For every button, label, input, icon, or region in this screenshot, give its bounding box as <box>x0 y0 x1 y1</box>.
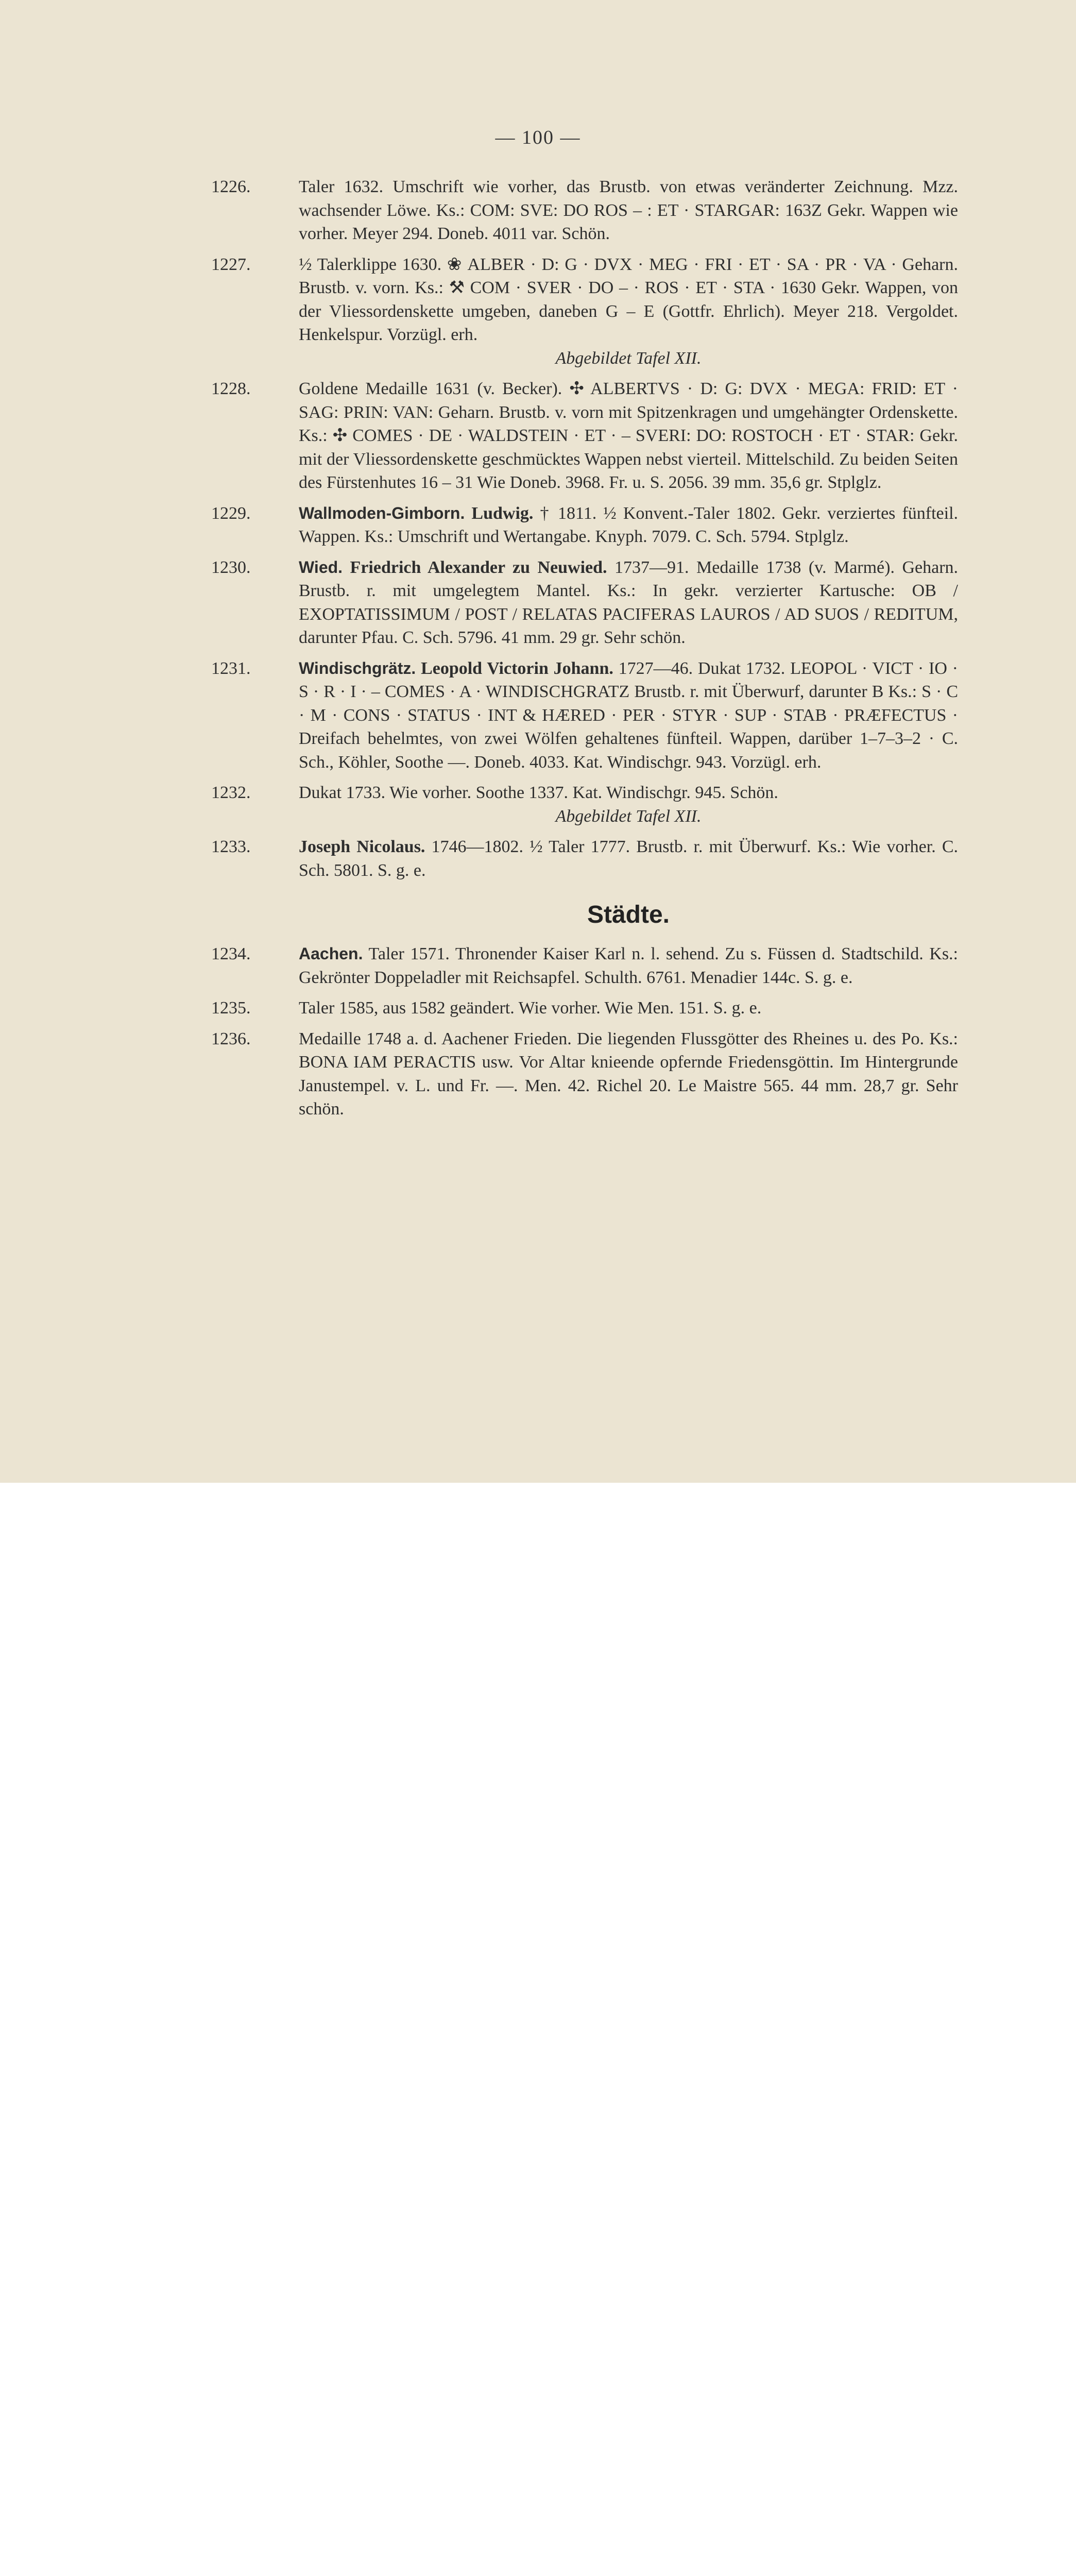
entry-text: Taler 1571. Thronender Kaiser Karl n. l. sehend. Zu s. Füssen d. Stadtschild. Ks.: Gekrönter Doppeladler mit Reichsapfel. Schulth. 6761. Menadier 144c. S. g. e. <box>299 944 959 987</box>
catalog-entry <box>211 556 958 650</box>
entries-group-staedte <box>211 942 958 1121</box>
section-title: Städte. <box>587 901 670 928</box>
entry-number: 1229. <box>211 503 251 523</box>
entry-number: 1233. <box>211 837 251 856</box>
entry-number: 1228. <box>211 379 251 398</box>
entry-house: Aachen. <box>299 944 363 963</box>
entry-plate-caption: Abgebildet Tafel XII. <box>555 806 702 826</box>
entry-ruler: Friedrich Alexander zu Neuwied. <box>350 557 607 577</box>
entry-body <box>299 556 958 650</box>
entry-text: Dukat 1733. Wie vorher. Soothe 1337. Kat. Windischgr. 945. Schön. <box>299 783 778 802</box>
catalog-entry <box>211 942 958 989</box>
entry-text: Medaille 1748 a. d. Aachener Frieden. Die liegenden Flussgötter des Rheines u. des Po. Ks.: BONA IAM PERACTIS usw. Vor Altar knieende opfernde Friedensgöttin. Im Hintergrunde Janustempel. v. L. und Fr. —. Men. 42. Richel 20. Le Maistre 565. 44 mm. 28,7 gr. Sehr schön. <box>299 1029 958 1118</box>
entry-plate-caption: Abgebildet Tafel XII. <box>555 348 702 368</box>
entry-body <box>299 502 958 549</box>
entry-text: Goldene Medaille 1631 (v. Becker). ✣ ALBERTVS · D: G: DVX · MEGA: FRID: ET · SAG: PRIN: VAN: Geharn. Brustb. v. vorn mit Spitzenkragen und umgehängter Ordenskette. Ks.: ✣ COMES · DE · WALDSTEIN · ET · – SVERI: DO: ROSTOCH · ET · STAR: Gekr. mit der Vliessordenskette geschmücktes Wappen nebst vierteil. Mittelschild. Zu beiden Seiten des Fürstenhutes 16 – 31 Wie Doneb. 3968. Fr. u. S. 2056. 39 mm. 35,6 gr. Stplglz. <box>299 379 958 492</box>
entry-text: Taler 1632. Umschrift wie vorher, das Brustb. von etwas veränderter Zeichnung. Mzz. wachsender Löwe. Ks.: COM: SVE: DO ROS – : ET · STARGAR: 163Z Gekr. Wappen wie vorher. Meyer 294. Doneb. 4011 var. Schön. <box>299 177 958 243</box>
catalog-entry <box>211 253 958 370</box>
entry-number: 1234. <box>211 944 251 963</box>
entry-body <box>299 781 958 805</box>
catalog-entry <box>211 502 958 549</box>
catalog-entry <box>211 657 958 774</box>
entry-text: 1746—1802. ½ Taler 1777. Brustb. r. mit Überwurf. Ks.: Wie vorher. C. Sch. 5801. S. g. e. <box>299 837 959 880</box>
entry-house: Wied. <box>299 557 343 577</box>
page-number: — 100 — <box>495 127 581 148</box>
entry-body <box>299 377 958 495</box>
catalog-entry <box>211 835 958 882</box>
entry-ruler: Leopold Victorin Johann. <box>421 658 613 678</box>
entry-body <box>299 175 958 246</box>
entry-house: Wallmoden-Gimborn. <box>299 503 465 522</box>
entry-ruler: Ludwig. <box>471 503 534 523</box>
catalog-entries <box>211 175 958 1128</box>
entry-text: 1727—46. Dukat 1732. LEOPOL · VICT · IO · S · R · I · – COMES · A · WINDISCHGRATZ Brustb. r. mit Überwurf, darunter B Ks.: S · C · M · CONS · STATUS · INT & HÆRED · PER · STYR · SUP · STAB · PRÆFECTUS · Dreifach behelmtes, von zwei Wölfen gehaltenes fünfteil. Wappen, darüber 1–7–3–2 · C. Sch., Köhler, Soothe —. Doneb. 4033. Kat. Windischgr. 943. Vorzügl. erh. <box>299 658 958 772</box>
entry-number: 1231. <box>211 658 251 678</box>
catalog-entry <box>211 781 958 828</box>
catalog-entry <box>211 175 958 246</box>
entry-body <box>299 996 958 1020</box>
entry-text: 1737—91. Medaille 1738 (v. Marmé). Geharn. Brustb. r. mit umgelegtem Mantel. Ks.: In gekr. verzierter Kartusche: OB / EXOPTATISSIMUM / POST / RELATAS PACIFERAS LAUROS / AD SUOS / REDITUM, darunter Pfau. C. Sch. 5796. 41 mm. 29 gr. Sehr schön. <box>299 557 959 647</box>
catalog-entry <box>211 1027 958 1121</box>
entry-body <box>299 835 958 882</box>
catalog-entry <box>211 996 958 1020</box>
entry-number: 1230. <box>211 557 251 577</box>
entry-number: 1236. <box>211 1029 251 1048</box>
entry-text: † 1811. ½ Konvent.-Taler 1802. Gekr. verziertes fünfteil. Wappen. Ks.: Umschrift und Wertangabe. Knyph. 7079. C. Sch. 5794. Stplglz. <box>299 503 959 546</box>
catalog-entry <box>211 377 958 495</box>
entry-house: Windischgrätz. <box>299 658 416 677</box>
entry-number: 1226. <box>211 177 251 196</box>
entry-body <box>299 942 958 989</box>
entry-number: 1227. <box>211 255 251 274</box>
entry-text: Taler 1585, aus 1582 geändert. Wie vorher. Wie Men. 151. S. g. e. <box>299 998 762 1018</box>
entry-body <box>299 1027 958 1121</box>
entry-number: 1232. <box>211 783 251 802</box>
entry-number: 1235. <box>211 998 251 1018</box>
entry-text: ½ Talerklippe 1630. ❀ ALBER · D: G · DVX · MEG · FRI · ET · SA · PR · VA · Geharn. Brustb. v. vorn. Ks.: ⚒ COM · SVER · DO – · ROS · ET · STA · 1630 Gekr. Wappen, von der Vliessordenskette umgeben, daneben G – E (Gottfr. Ehrlich). Meyer 218. Vergoldet. Henkelspur. Vorzügl. erh. <box>299 255 958 344</box>
footer-bar <box>0 1483 1076 1561</box>
entries-group <box>211 175 958 882</box>
entry-body <box>299 657 958 774</box>
entry-body <box>299 253 958 347</box>
entry-ruler: Joseph Nicolaus. <box>299 837 425 856</box>
